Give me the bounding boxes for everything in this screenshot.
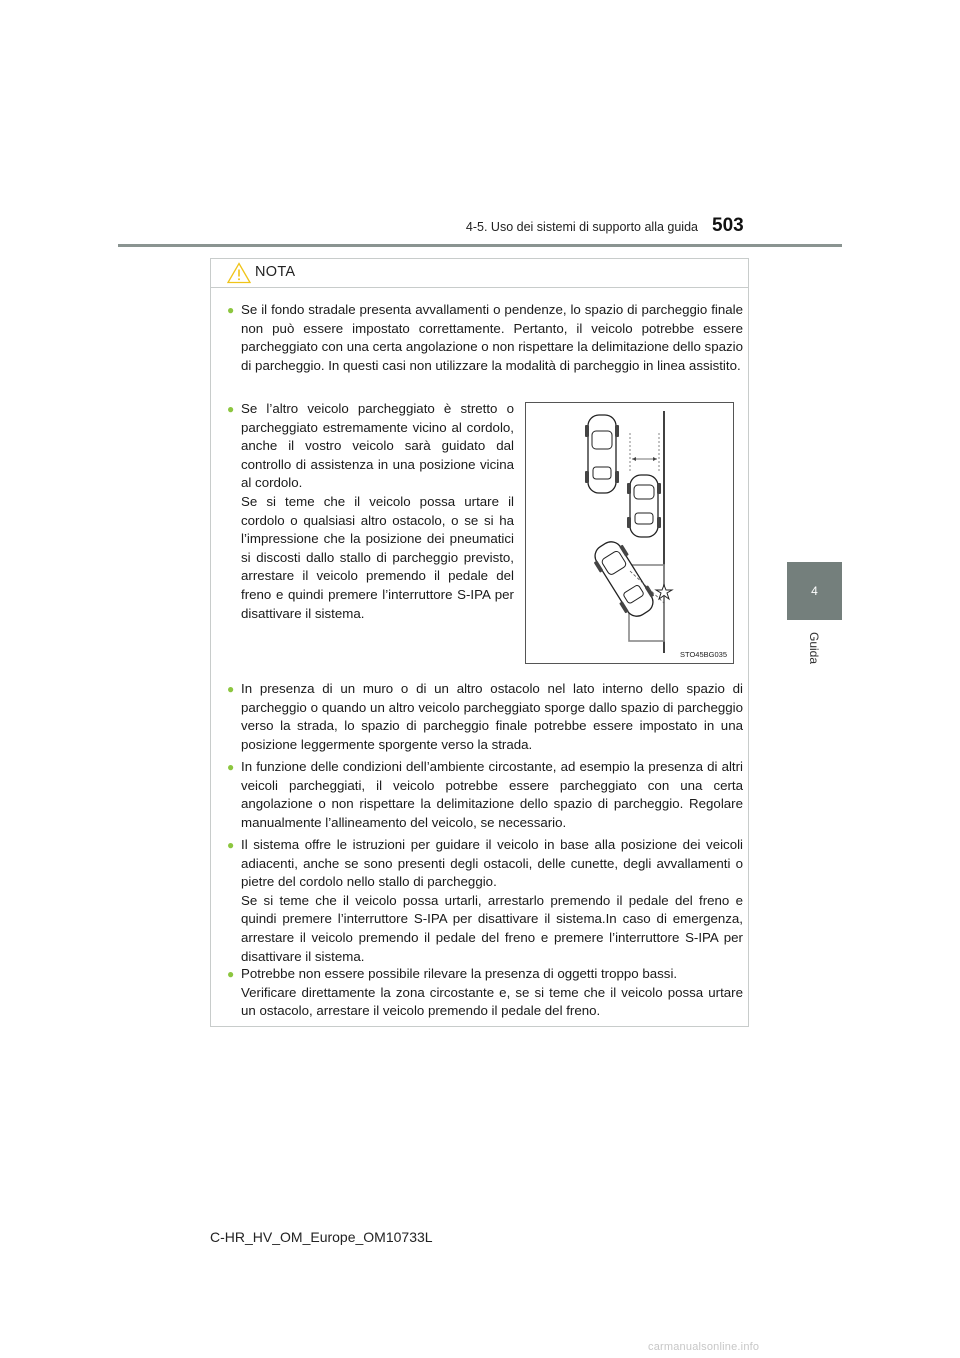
nota-item-2-text-a: Se l’altro veicolo parcheggiato è stretto o parcheggiato estremamente vicino al cordolo, anche il vostro veicolo sarà guidato dal controllo di assistenza in una posizione vicina al cordolo. (241, 401, 514, 491)
nota-item-4-text: In funzione delle condizioni dell’ambiente circostante, ad esempio la presenza di altri veicoli parcheggiati, il veicolo potrebbe essere parcheggiato con una certa angolazione o non rispettare la delimitazione dello spazio di parcheggio. Regolare manualmente l’allineamento del veicolo, se necessario. (241, 759, 743, 830)
chapter-tab (787, 562, 842, 620)
nota-item-6-text-a: Potrebbe non essere possibile rilevare la presenza di oggetti troppo bassi. (241, 966, 678, 981)
watermark: carmanualsonline.info (648, 1341, 760, 1353)
bullet-icon: ● (227, 967, 235, 981)
nota-title: NOTA (255, 264, 296, 280)
nota-box (210, 258, 749, 1027)
header-divider (118, 244, 842, 247)
nota-item-2-text-b: Se si teme che il veicolo possa urtare il cordolo o qualsiasi altro ostacolo, o se si ha l’impressione che la posizione dei pneumatici si discosti dallo stallo di parcheggio previsto, arrestare il veicolo premendo il pedale del freno e quindi premere l’interruttore S-IPA per disattivare il sistema. (241, 493, 514, 621)
nota-item-1-text: Se il fondo stradale presenta avvallamenti o pendenze, lo spazio di parcheggio finale non può essere impostato correttamente. Pertanto, il veicolo potrebbe essere parcheggiato con una certa angolazione o non rispettare la delimitazione dello spazio di parcheggio. In questi casi non utilizzare la modalità di parcheggio in linea assistito. (241, 302, 743, 373)
nota-item-3-text: In presenza di un muro o di un altro ostacolo nel lato interno dello spazio di parcheggio o quando un altro veicolo parcheggiato sporge dallo spazio di parcheggio verso la strada, lo spazio di parcheggio finale potrebbe essere impostato in una posizione leggermente sporgente verso la strada. (241, 681, 743, 752)
nota-item-5-text-a: Il sistema offre le istruzioni per guidare il veicolo in base alla posizione dei veicoli adiacenti, anche se sono presenti degli ostacoli, delle cunette, degli avvallamenti o pietre del cordolo nello stallo di parcheggio. (241, 837, 743, 890)
nota-item-3 (227, 680, 743, 754)
nota-item-2 (227, 400, 514, 623)
nota-item-5 (227, 836, 743, 966)
parked-car-top-left (585, 415, 619, 493)
nota-item-1 (227, 301, 743, 375)
parking-diagram-drawing (526, 403, 733, 663)
header-section-title: 4-5. Uso dei sistemi di supporto alla guida (465, 220, 698, 234)
nota-item-6-text-b: Verificare direttamente la zona circostante e, se si teme che il veicolo possa urtare un ostacolo, arrestare il veicolo premendo il pedale del freno. (241, 984, 743, 1019)
nota-item-5-text-b: Se si teme che il veicolo possa urtarli, arrestarlo premendo il pedale del freno e quindi premere l’interruttore S-IPA per disattivare il sistema.In caso di emergenza, arrestare il veicolo premendo il pedale del freno e premere l’interruttore S-IPA per disattivare il sistema. (241, 892, 743, 964)
nota-header (211, 259, 748, 288)
chapter-label-text: Guida (807, 631, 822, 665)
figure-code: STO45BG035 (680, 650, 727, 659)
maneuvering-car (588, 536, 659, 622)
nota-item-6 (227, 965, 743, 1021)
bullet-icon: ● (227, 303, 235, 317)
warning-triangle-icon (227, 262, 251, 284)
parking-diagram (525, 402, 734, 664)
nota-item-4 (227, 758, 743, 832)
page-number: 503 (712, 215, 744, 236)
bullet-icon: ● (227, 838, 235, 852)
chapter-label (787, 618, 842, 678)
bullet-icon: ● (227, 682, 235, 696)
parked-car-front (627, 475, 661, 537)
bullet-icon: ● (227, 760, 235, 774)
bullet-icon: ● (227, 402, 235, 416)
chapter-number: 4 (811, 584, 818, 598)
document-code: C-HR_HV_OM_Europe_OM10733L (210, 1229, 433, 1245)
